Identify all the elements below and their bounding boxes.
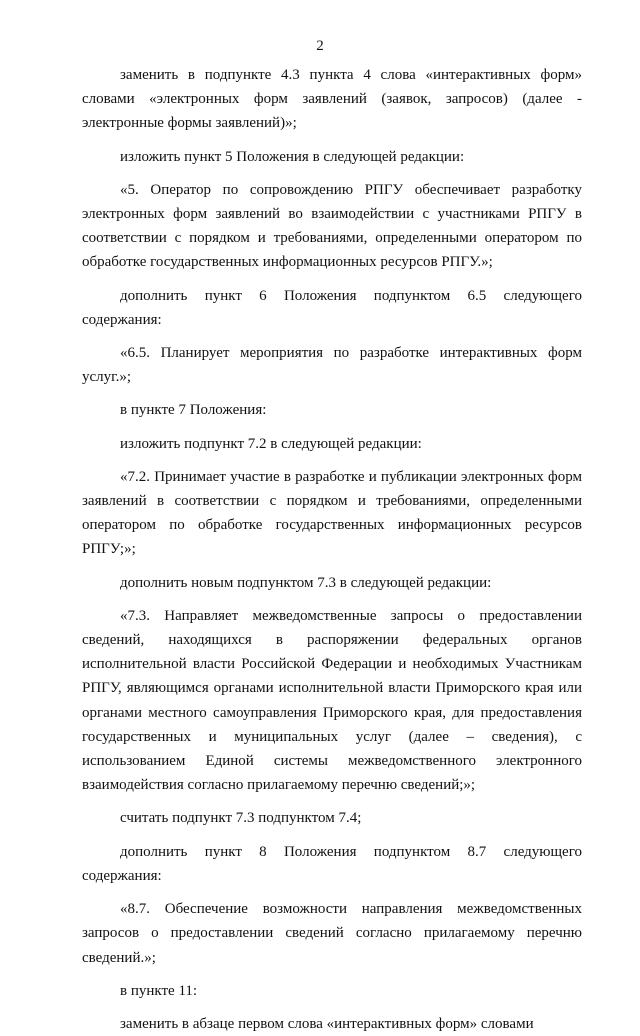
paragraph: «6.5. Планирует мероприятия по разработке интерактивных форм услуг.»;: [82, 345, 582, 386]
paragraph: дополнить пункт 8 Положения подпунктом 8.7 следующего содержания:: [82, 843, 582, 884]
paragraph: «7.2. Принимает участие в разработке и публикации электронных форм заявлений в соответствии с порядком и требованиями, определенными оператором по обработке государственных информационных ресурсов РПГУ;»;: [82, 468, 582, 558]
paragraph: «7.3. Направляет межведомственные запросы о предоставлении сведений, находящихся в распоряжении федеральных органов исполнительной власти Российской Федерации и необходимых Участникам РПГУ, являющимся органами исполнительной власти Приморского края или органами местного самоуправления Приморского края, для предоставления государственных и муниципальных услуг (далее – сведения), с использованием Единой системы межведомственного электронного взаимодействия согласно прилагаемому перечню сведений;»;: [82, 607, 582, 794]
document-body: [82, 63, 582, 1036]
paragraph: «5. Оператор по сопровождению РПГУ обеспечивает разработку электронных форм заявлений во взаимодействии с участниками РПГУ в соответствии с порядком и требованиями, определенными оператором по обработке государственных информационных ресурсов РПГУ.»;: [82, 181, 582, 271]
paragraph: считать подпункт 7.3 подпунктом 7.4;: [120, 810, 362, 827]
paragraph: «8.7. Обеспечение возможности направления межведомственных запросов о предоставлении сведений согласно прилагаемому перечню сведений.»;: [82, 901, 582, 966]
paragraph: заменить в абзаце первом слова «интерактивных форм» словами: [120, 1015, 534, 1032]
paragraph: заменить в подпункте 4.3 пункта 4 слова «интерактивных форм» словами «электронных форм заявлений (заявок, запросов) (далее - электронные формы заявлений)»;: [82, 67, 582, 132]
paragraph: изложить подпункт 7.2 в следующей редакции:: [120, 435, 422, 452]
paragraph: в пункте 11:: [120, 982, 198, 999]
paragraph: дополнить новым подпунктом 7.3 в следующей редакции:: [120, 574, 492, 591]
page-number: 2: [316, 38, 324, 54]
paragraph: в пункте 7 Положения:: [120, 402, 267, 419]
paragraph: дополнить пункт 6 Положения подпунктом 6.5 следующего содержания:: [82, 287, 582, 328]
paragraph: изложить пункт 5 Положения в следующей редакции:: [120, 148, 465, 165]
